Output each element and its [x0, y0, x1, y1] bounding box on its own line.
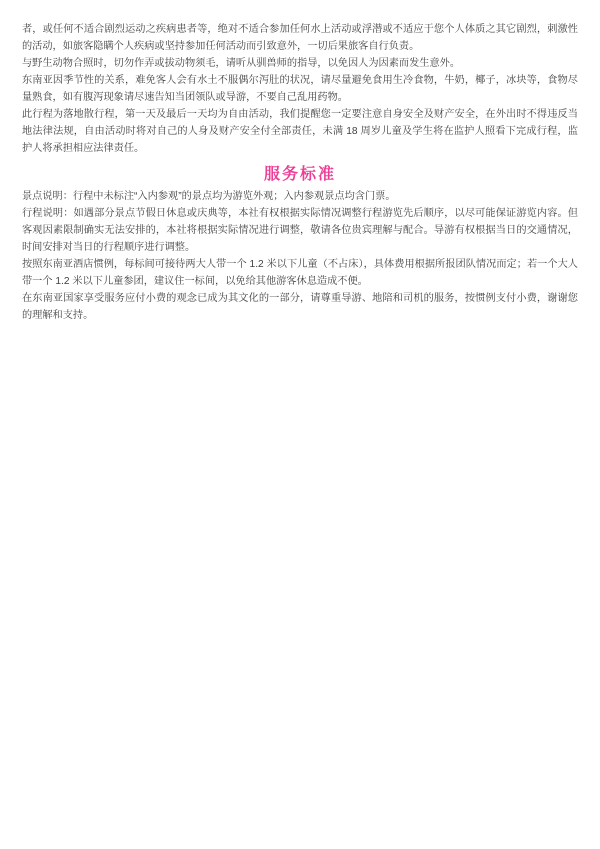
service-standards-section: [22, 188, 578, 324]
notes-section: [22, 21, 578, 157]
service-paragraph: 景点说明：行程中未标注“入内参观”的景点均为游览外观；入内参观景点均含门票。: [22, 191, 396, 202]
notice-paragraph: 此行程为落地散行程，第一天及最后一天均为自由活动，我们提醒您一定要注意自身安全及财产安全，在外出时不得违反当地法律法规，自由活动时将对自己的人身及财产安全付全部责任，未满 18 周岁儿童及学生将在监护人照看下完成行程，监护人将承担相应法律责任。: [22, 109, 578, 154]
notice-paragraph: 与野生动物合照时，切勿作弄或拔动物须毛，请听从驯兽师的指导，以免因人为因素而发生意外。: [22, 58, 461, 69]
notice-paragraph: 东南亚因季节性的关系，难免客人会有水土不服偶尔泻肚的状况，请尽量避免食用生冷食物，牛奶，椰子，冰块等，食物尽量熟食，如有腹泻现象请尽速告知当团领队或导游，不要自己乱用药物。: [22, 75, 578, 103]
service-paragraph: 按照东南亚酒店惯例，每标间可接待两大人带一个 1.2 米以下儿童（不占床），具体费用根据所报团队情况而定；若一个大人带一个 1.2 米以下儿童参团，建议住一标间，以免给其他游客休息造成不便。: [22, 259, 578, 287]
service-standards-heading: 服务标准: [263, 166, 336, 183]
notice-paragraph: 者，或任何不适合剧烈运动之疾病患者等，绝对不适合参加任何水上活动或浮潜或不适应于您个人体质之其它剧烈，刺激性的活动，如旅客隐瞒个人疾病或坚持参加任何活动而引致意外，一切后果旅客自行负责。: [22, 24, 578, 52]
service-paragraph: 在东南亚国家享受服务应付小费的观念已成为其文化的一部分，请尊重导游、地陪和司机的服务，按惯例支付小费，谢谢您的理解和支持。: [22, 293, 578, 321]
service-paragraph: 行程说明：如遇部分景点节假日休息或庆典等，本社有权根据实际情况调整行程游览先后顺序，以尽可能保证游览内容。但客观因素限制确实无法安排的，本社将根据实际情况进行调整，敬请各位贵宾理解与配合。导游有权根据当日的交通情况，时间安排对当日的行程顺序进行调整。: [22, 208, 578, 253]
